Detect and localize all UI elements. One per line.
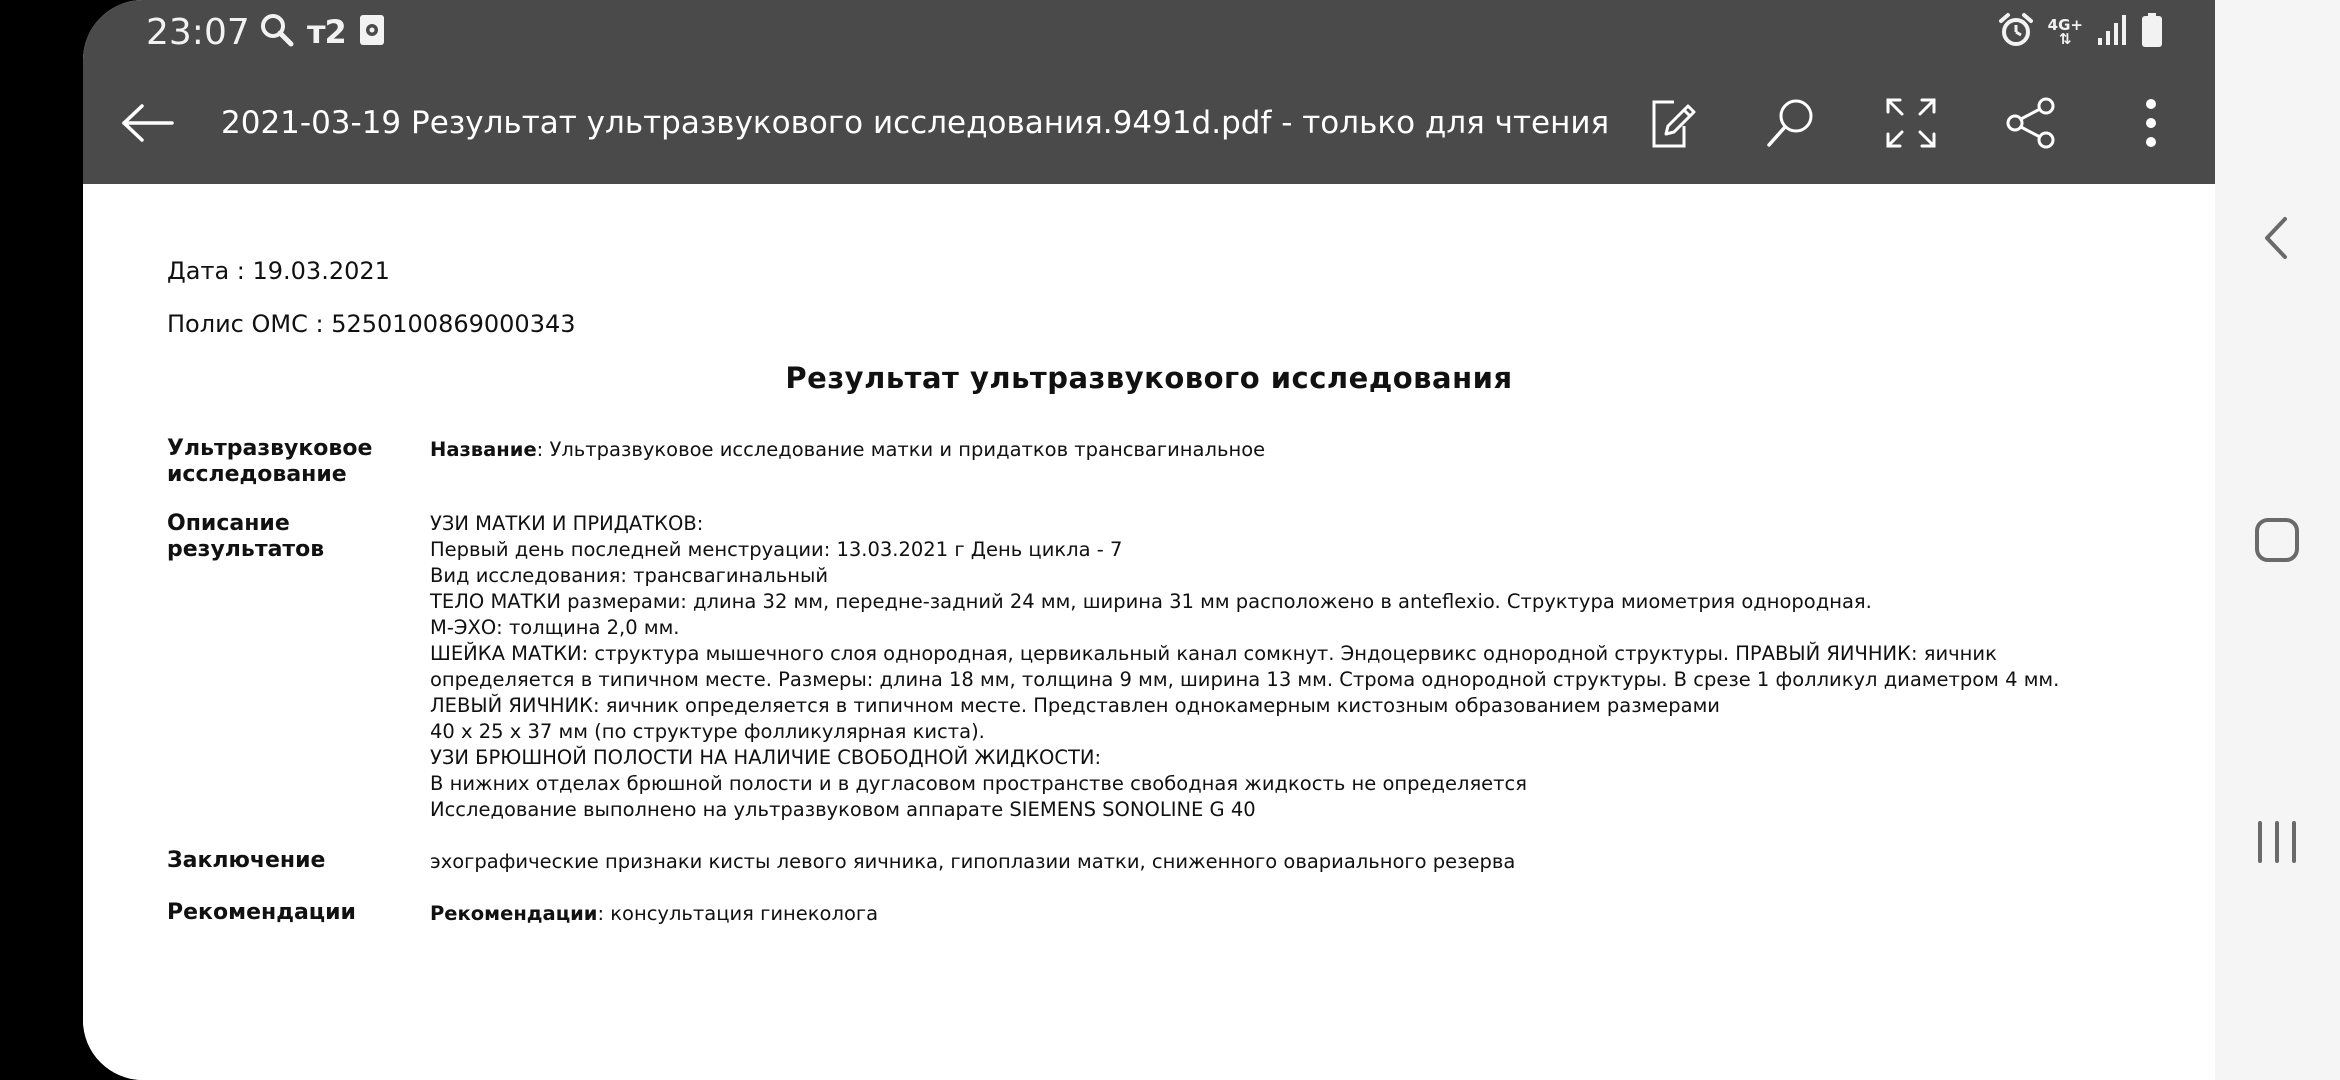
top-bar <box>83 0 2215 184</box>
value-text: : Ультразвуковое исследование матки и придатков трансвагинальное <box>536 438 1266 461</box>
app-bar <box>83 66 2215 184</box>
carrier-t2-icon: т2 <box>307 13 346 51</box>
section-label-description <box>167 511 407 563</box>
section-value-recommendations <box>430 901 2150 927</box>
description-line: 40 х 25 х 37 мм (по структуре фолликулярная киста). <box>430 720 985 743</box>
alarm-clock-icon <box>1998 12 2034 52</box>
nav-home-button[interactable] <box>2237 502 2317 582</box>
search-icon <box>259 12 295 52</box>
label-line: результатов <box>167 537 325 562</box>
description-line: В нижних отделах брюшной полости и в дугласовом пространстве свободная жидкость не определяется <box>430 772 1527 795</box>
edit-document-icon <box>1644 96 1698 154</box>
back-arrow-icon <box>120 103 176 147</box>
share-icon <box>2004 96 2058 154</box>
more-options-button[interactable] <box>2116 90 2186 160</box>
policy-line: Полис ОМС : 5250100869000343 <box>167 310 576 338</box>
description-line: Исследование выполнено на ультразвуковом аппарате SIEMENS SONOLINE G 40 <box>430 798 1256 821</box>
home-square-icon <box>2253 516 2301 568</box>
back-button[interactable] <box>113 90 183 160</box>
section-label-conclusion <box>167 848 407 874</box>
battery-icon <box>2141 12 2163 52</box>
value-bold-prefix: Название <box>430 438 537 461</box>
label-line: Ультразвуковое <box>167 436 373 461</box>
section-value-exam <box>430 437 2150 463</box>
nav-recent-apps-button[interactable] <box>2237 804 2317 884</box>
document-title: 2021-03-19 Результат ультразвукового исследования.9491d.pdf - только для чтения <box>221 105 1610 141</box>
recent-apps-icon <box>2254 817 2300 871</box>
back-chevron-icon <box>2257 213 2297 267</box>
value-text: : консультация гинеколога <box>597 902 879 925</box>
more-vertical-icon <box>2141 96 2161 154</box>
description-line: Вид исследования: трансвагинальный <box>430 564 829 587</box>
data-arrows-icon: ⇅ <box>2059 30 2072 48</box>
status-icons-right <box>1998 12 2163 52</box>
status-icons-left <box>259 12 386 52</box>
search-icon <box>1764 96 1818 154</box>
description-line: Первый день последней менструации: 13.03.2021 г День цикла - 7 <box>430 538 1123 561</box>
value-bold-prefix: Рекомендации <box>430 902 598 925</box>
date-line: Дата : 19.03.2021 <box>167 257 390 285</box>
section-label-recommendations <box>167 900 407 926</box>
section-label-exam <box>167 436 407 488</box>
status-bar <box>83 0 2215 66</box>
label-line: Рекомендации <box>167 900 356 925</box>
share-button[interactable] <box>1996 90 2066 160</box>
signal-bars-icon <box>2097 14 2127 50</box>
description-line: определяется в типичном месте. Размеры: длина 18 мм, толщина 9 мм, ширина 13 мм. Строма однородной структуры. В срезе 1 фолликул диаметром 4 мм. <box>430 668 2060 691</box>
status-time: 23:07 <box>146 12 250 53</box>
sim-card-icon <box>358 13 386 51</box>
phone-screen <box>83 0 2215 1080</box>
network-type-label: 4G+ <box>2047 16 2083 34</box>
value-text: эхографические признаки кисты левого яичника, гипоплазии матки, сниженного овариального резерва <box>430 850 1516 873</box>
search-button[interactable] <box>1756 90 1826 160</box>
fullscreen-button[interactable] <box>1876 90 1946 160</box>
description-line: УЗИ МАТКИ И ПРИДАТКОВ: <box>430 512 704 535</box>
label-line: исследование <box>167 462 347 487</box>
document-page[interactable] <box>83 184 2215 1080</box>
section-value-conclusion <box>430 849 2150 875</box>
navigation-bar <box>2215 0 2340 1080</box>
description-line: УЗИ БРЮШНОЙ ПОЛОСТИ НА НАЛИЧИЕ СВОБОДНОЙ ЖИДКОСТИ: <box>430 746 1102 769</box>
description-line: М-ЭХО: толщина 2,0 мм. <box>430 616 680 639</box>
section-value-description <box>430 511 2150 823</box>
report-heading: Результат ультразвукового исследования <box>785 361 1513 395</box>
label-line: Заключение <box>167 848 326 873</box>
description-line: ТЕЛО МАТКИ размерами: длина 32 мм, передне-задний 24 мм, ширина 31 мм расположено в anteflexio. Структура миометрия однородная. <box>430 590 1872 613</box>
description-line: ШЕЙКА МАТКИ: структура мышечного слоя однородная, цервикальный канал сомкнут. Эндоцервикс однородной структуры. ПРАВЫЙ ЯИЧНИК: яичник <box>430 642 1997 665</box>
nav-back-button[interactable] <box>2237 200 2317 280</box>
fullscreen-icon <box>1884 96 1938 154</box>
network-4g-icon <box>2048 18 2083 46</box>
edit-button[interactable] <box>1636 90 1706 160</box>
description-line: ЛЕВЫЙ ЯИЧНИК: яичник определяется в типичном месте. Представлен однокамерным кистозным образованием размерами <box>430 694 1720 717</box>
label-line: Описание <box>167 511 290 536</box>
